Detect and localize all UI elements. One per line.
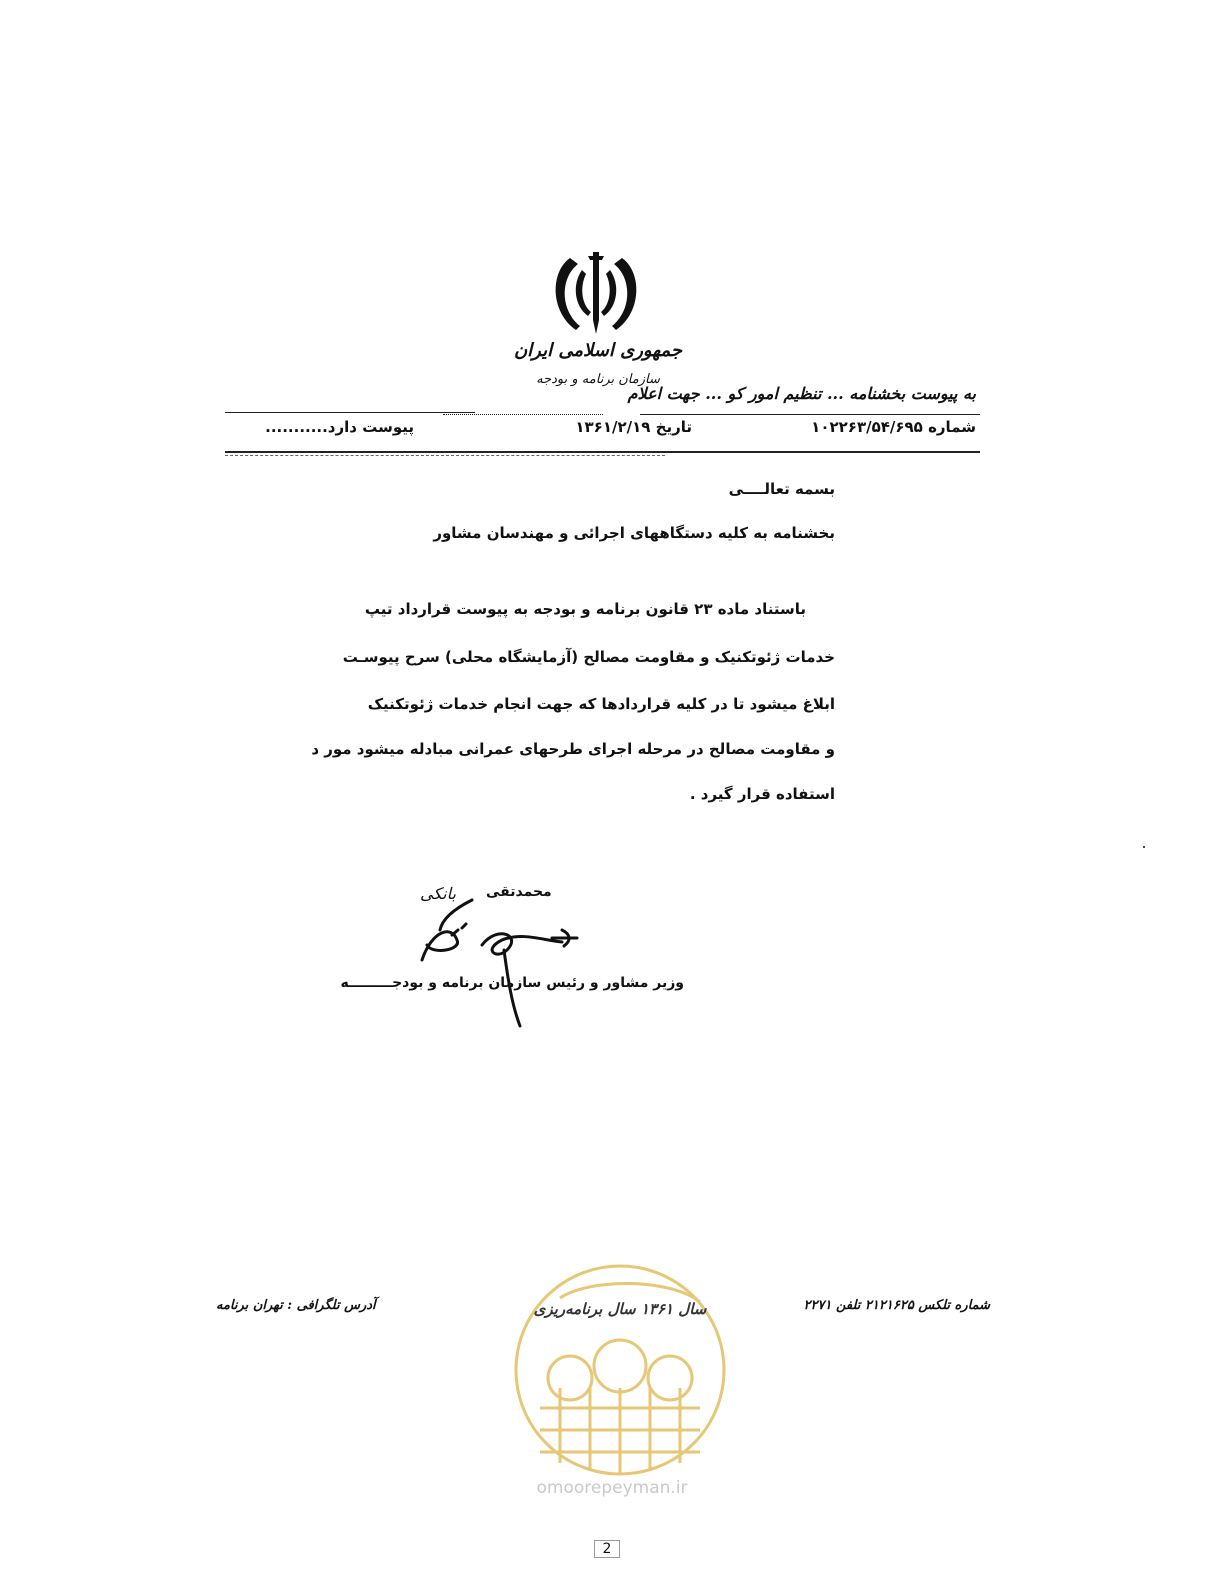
- signer-surname: بانکی: [420, 884, 456, 903]
- salutation: بسمه تعالــــی: [728, 480, 835, 498]
- organization-name: سازمان برنامه و بودجه: [536, 372, 660, 387]
- header-rule: [225, 451, 980, 453]
- iran-emblem-icon: [548, 250, 644, 342]
- paragraph-line: ابلاغ میشود تا در کلیه قراردادها که جهت انجام خدمات ژئوتکنیک: [367, 695, 835, 713]
- header-rule: [443, 414, 603, 415]
- handwritten-signature: [412, 890, 592, 1030]
- signer-title: وزیر مشاور و رئیس سازمان برنامه و بودجـــــــــه: [340, 975, 684, 991]
- signer-name: محمدتقی: [486, 884, 552, 900]
- page-number: 2: [594, 1540, 620, 1558]
- handwritten-note: به پیوست بخشنامه ... تنظیم امور کو ... جهت اعلام: [627, 384, 976, 403]
- header-rule: [225, 412, 475, 413]
- attachment-note: پیوست دارد...........: [265, 418, 414, 436]
- paragraph-line: باستناد ماده ۲۳ قانون برنامه و بودجه به پیوست قرارداد تیپ: [364, 600, 806, 618]
- scan-speck: [1143, 846, 1145, 848]
- country-name: جمهوری اسلامی ایران: [513, 340, 683, 361]
- letter-date: تاریخ ۱۳۶۱/۲/۱۹: [575, 418, 692, 436]
- footer-address: آدرس تلگرافی : تهران برنامه: [216, 1298, 376, 1313]
- header-rule: [640, 414, 980, 415]
- paragraph-line: استفاده قرار گیرد .: [689, 785, 835, 803]
- stamp-text: سال ۱۳۶۱ سال برنامه‌ریزی: [533, 1300, 707, 1318]
- recipient-line: بخشنامه به کلیه دستگاههای اجرائی و مهندسان مشاور: [433, 524, 835, 542]
- watermark-stamp: [500, 1258, 740, 1480]
- footer-phone: شماره تلکس ۲۱۲۱۶۲۵ تلفن ۲۲۷۱: [803, 1298, 990, 1313]
- header-rule: [225, 455, 665, 456]
- paragraph-line: و مقاومت مصالح در مرحله اجرای طرحهای عمرانی مبادله میشود مور د: [311, 740, 835, 758]
- paragraph-line: خدمات ژئوتکنیک و مقاومت مصالح (آزمایشگاه محلی) سرح پیوسـت: [342, 648, 835, 666]
- letter-number: شماره ۱۰۲۲۶۳/۵۴/۶۹۵: [811, 418, 976, 436]
- website-link[interactable]: omoorepeyman.ir: [536, 1478, 688, 1498]
